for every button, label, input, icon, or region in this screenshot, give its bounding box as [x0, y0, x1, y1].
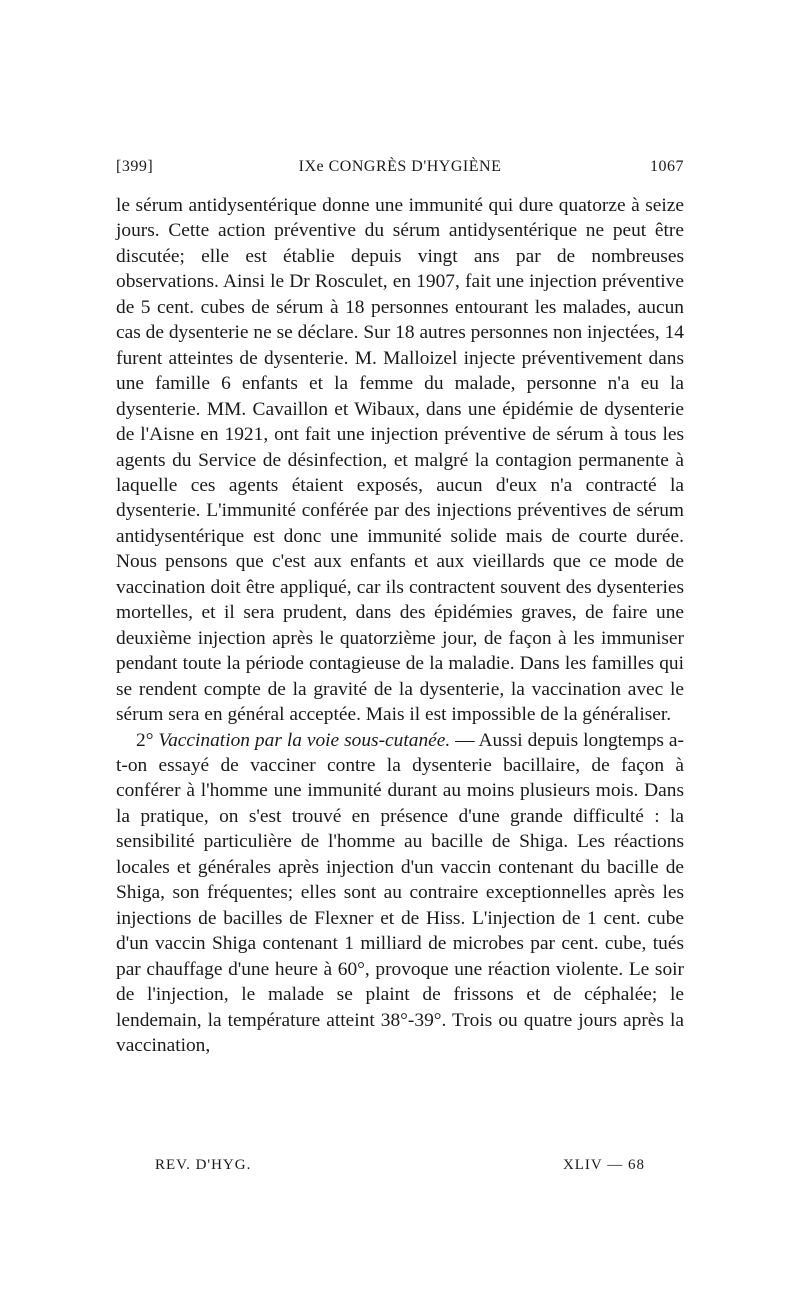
- section-heading: Vaccination par la voie sous-cutanée.: [158, 729, 451, 751]
- section-text: — Aussi depuis longtemps a-t-on essayé de vacciner contre la dysenterie bacillaire, de façon à conférer à l'homme une immunité durant au moins plusieurs mois. Dans la pratique, on s'est trouvé en présence d'une grande difficulté : la sensibilité particulière de l'homme au bacille de Shiga. Les réactions locales et générales après injection d'un vaccin contenant du bacille de Shiga, son fréquentes; elles sont au contraire exceptionnelles après les injections de bacilles de Flexner et de Hiss. L'injection de 1 cent. cube d'un vaccin Shiga contenant 1 milliard de microbes par cent. cube, tués par chauffage d'une heure à 60°, provoque une réaction violente. Le soir de l'injection, le malade se plaint de frissons et de céphalée; le lendemain, la température atteint 38°-39°. Trois ou quatre jours après la vaccination,: [116, 729, 684, 1056]
- running-header: [116, 158, 684, 184]
- page-footer: [155, 1157, 645, 1181]
- page-number: 1067: [650, 158, 684, 175]
- page-reference: [399]: [116, 158, 154, 175]
- section-number: 2°: [136, 729, 154, 751]
- running-title: IXe CONGRÈS D'HYGIÈNE: [298, 158, 502, 175]
- body-text: [116, 193, 684, 1058]
- signature-mark: XLIV — 68: [562, 1157, 645, 1173]
- paragraph-serum: le sérum antidysentérique donne une immunité qui dure quatorze à seize jours. Cette action préventive du sérum antidysentérique ne peut être discutée; elle est établie depuis vingt ans par de nombreuses observations. Ainsi le Dr Rosculet, en 1907, fait une injection préventive de 5 cent. cubes de sérum à 18 personnes entourant les malades, aucun cas de dysenterie ne se déclare. Sur 18 autres personnes non injectées, 14 furent atteintes de dysenterie. M. Malloizel injecte préventivement dans une famille 6 enfants et la femme du malade, personne n'a eu la dysenterie. MM. Cavaillon et Wibaux, dans une épidémie de dysenterie de l'Aisne en 1921, ont fait une injection préventive de sérum à tous les agents du Service de désinfection, et malgré la contagion permanente à laquelle ces agents étaient exposés, aucun d'eux n'a contracté la dysenterie. L'immunité conférée par des injections préventives de sérum antidysentérique est donc une immunité solide mais de courte durée. Nous pensons que c'est aux enfants et aux vieillards que ce mode de vaccination doit être appliqué, car ils contractent souvent des dysenteries mortelles, et il sera prudent, dans des épidémies graves, de faire une deuxième injection après le quatorzième jour, de façon à les immuniser pendant toute la période contagieuse de la maladie. Dans les familles qui se rendent compte de la gravité de la dysenterie, la vaccination avec le sérum sera en général acceptée. Mais il est impossible de la généraliser.: [116, 195, 684, 726]
- paragraph-subcutaneous-vaccination: [116, 728, 684, 1059]
- journal-abbreviation: REV. D'HYG.: [155, 1157, 252, 1173]
